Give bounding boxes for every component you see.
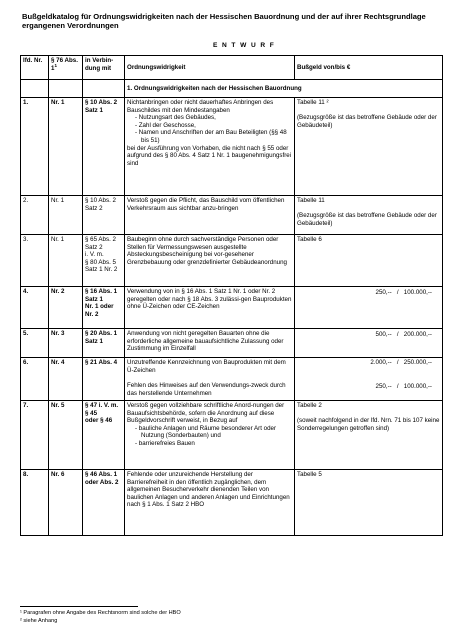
- row-bussgeld: [295, 358, 443, 401]
- text-line: Tabelle 6: [297, 236, 322, 243]
- text-line: Fehlende oder unzureichende Herstellung der Barrierefreiheit in den öffentlich zugänglichen, dem allgemeinen Besucherverkehr dienenden Teilen von baulichen Anlagen und anderen Anlagen und Einrichtungen nach § 1 Abs. 1 Satz 2 HBO: [127, 471, 290, 509]
- section-heading: 1. Ordnungswidrigkeiten nach der Hessischen Bauordnung: [125, 80, 443, 98]
- row-bussgeld: [295, 401, 443, 470]
- fine-range: 250,-- / 100.000,--: [375, 289, 432, 296]
- text-line: Nichtanbringen oder nicht dauerhaftes Anbringen des Bauschildes mit den Mindestangaben: [127, 99, 274, 114]
- text-line: (Bezugsgröße ist das betroffene Gebäude oder der Gebäudeteil): [297, 212, 437, 227]
- row-lfd-nr: 1.: [21, 98, 49, 196]
- row-ordnungswidrigkeit: [125, 287, 295, 329]
- text-line: § 20 Abs. 1: [85, 330, 118, 337]
- row-nr: Nr. 5: [49, 401, 83, 470]
- text-line: Anwendung von nicht geregelten Bauarten ohne die erforderliche allgemeine bauaufsichtliche Zulassung oder Zustimmung im Einzelfall: [127, 330, 284, 353]
- table-row: [21, 358, 443, 401]
- text-line: Baubeginn ohne durch sachverständige Personen oder Stellen für Vermessungswesen ausgestellte Absteckungsbescheinigung bei vor-gesehener Grenzbebauung oder grenzdefinierter Gebäudeanordnung: [127, 236, 287, 266]
- row-in-verbindung: [83, 235, 125, 287]
- footnote-divider: [20, 606, 138, 607]
- row-nr: Nr. 4: [49, 358, 83, 401]
- row-nr: Nr. 3: [49, 329, 83, 358]
- row-lfd-nr: 4.: [21, 287, 49, 329]
- row-bussgeld: [295, 329, 443, 358]
- row-lfd-nr: 8.: [21, 470, 49, 536]
- text-line: - Namen und Anschriften der am Bau Beteiligten (§§ 48 bis 51): [135, 129, 287, 144]
- fine-range: 500,-- / 200.000,--: [375, 331, 432, 338]
- row-in-verbindung: [83, 470, 125, 536]
- text-line: [297, 107, 440, 115]
- text-line: (soweit nachfolgend in der lfd. Nrn. 71 bis 107 keine Sonderregelungen getroffen sind): [297, 417, 440, 432]
- row-bussgeld: [295, 470, 443, 536]
- row-bussgeld: [295, 98, 443, 196]
- text-line: Tabelle 11 ²: [297, 99, 329, 106]
- text-line: § 10 Abs. 2: [85, 197, 116, 204]
- row-lfd-nr: 3.: [21, 235, 49, 287]
- text-line: oder Abs. 2: [85, 478, 119, 486]
- text-line: Tabelle 11: [297, 197, 325, 204]
- text-line: [297, 410, 440, 418]
- text-line: § 16 Abs. 1: [85, 288, 118, 295]
- text-line: Tabelle 5: [297, 471, 322, 478]
- text-line: Verstoß gegen vollziehbare schriftliche Anord-nungen der Bauaufsichtsbehörde, sofern die Anordnung auf diese Bußgeldvorschrift verweist, in Bezug auf: [127, 402, 285, 425]
- table-row: [21, 196, 443, 235]
- text-line: § 65 Abs. 2: [85, 236, 116, 243]
- document-title: Bußgeldkatalog für Ordnungswidrigkeiten nach der Hessischen Bauordnung und der auf ihrer Rechtsgrundlage ergangenen Verordnungen: [22, 12, 426, 31]
- fine-range-b: 250,-- / 100.000,--: [375, 382, 432, 390]
- text-line: Satz 1: [85, 337, 103, 345]
- table-row: [21, 470, 443, 536]
- header-bussgeld: Bußgeld von/bis €: [295, 56, 443, 80]
- text-line: Satz 2: [85, 204, 103, 212]
- row-nr: Nr. 6: [49, 470, 83, 536]
- owi-part-b: Fehlen des Hinweises auf den Verwendungs-zweck durch das herstellende Unternehmen: [127, 382, 286, 397]
- section-row: [21, 80, 443, 98]
- row-nr: Nr. 1: [49, 235, 83, 287]
- header-paragraph-76: § 76 Abs. $1^1$: [49, 56, 83, 80]
- table-row: [21, 401, 443, 470]
- text-line: oder § 46: [85, 417, 113, 425]
- header-ordnungswidrigkeit: Ordnungswidrigkeit: [125, 56, 295, 80]
- text-line: § 47 i. V. m.: [85, 402, 119, 409]
- fine-catalog-table: [20, 55, 443, 536]
- row-lfd-nr: 5.: [21, 329, 49, 358]
- row-ordnungswidrigkeit: [125, 98, 295, 196]
- fine-range-a: 2.000,-- / 250.000,--: [370, 359, 432, 366]
- row-ordnungswidrigkeit: [125, 235, 295, 287]
- header-lfd-nr: lfd. Nr.: [21, 56, 49, 80]
- text-line: Verwendung von in § 16 Abs. 1 Satz 1 Nr. 1 oder Nr. 2 geregelten oder nach § 18 Abs. 3 zulässi-gen Bauprodukten ohne Ü-Zeichen oder CE-Zeichen: [127, 288, 292, 311]
- row-nr: Nr. 1: [49, 98, 83, 196]
- text-line: i. V. m.: [85, 251, 104, 259]
- text-line: - bauliche Anlagen und Räume besonderer Art oder Nutzung (Sonderbauten) und: [135, 424, 277, 440]
- text-line: bei der Ausführung von Vorhaben, die nicht nach § 55 oder aufgrund des § 80 Abs. 4 Satz 1 Nr. 1 baugenehmigungsfrei sind: [127, 144, 292, 167]
- text-line: § 10 Abs. 2: [85, 99, 118, 106]
- row-lfd-nr: 7.: [21, 401, 49, 470]
- text-line: Satz 1: [85, 106, 103, 114]
- draft-label: E N T W U R F: [213, 42, 276, 49]
- text-line: Nr. 1 oder: [85, 303, 114, 311]
- text-line: - barrierefreies Bauen: [135, 439, 195, 447]
- row-in-verbindung: [83, 98, 125, 196]
- text-line: Satz 1: [85, 295, 103, 303]
- row-bussgeld: [295, 287, 443, 329]
- text-line: - Zahl der Geschosse,: [135, 121, 196, 129]
- row-lfd-nr: 6.: [21, 358, 49, 401]
- text-line: Tabelle 2: [297, 402, 322, 409]
- text-line: (Bezugsgröße ist das betroffene Gebäude oder der Gebäudeteil): [297, 114, 437, 129]
- text-line: Nr. 2: [85, 310, 99, 318]
- row-in-verbindung: [83, 358, 125, 401]
- row-bussgeld: [295, 235, 443, 287]
- header-in-verbindung: in Verbin-dung mit: [83, 56, 125, 80]
- text-line: § 45: [85, 409, 98, 417]
- text-line: Satz 1 Nr. 2: [85, 266, 118, 274]
- text-line: [297, 205, 440, 213]
- row-in-verbindung: [83, 287, 125, 329]
- text-line: § 80 Abs. 5: [85, 258, 116, 266]
- table-row: [21, 329, 443, 358]
- row-in-verbindung: [83, 329, 125, 358]
- row-nr: Nr. 2: [49, 287, 83, 329]
- table-row: [21, 235, 443, 287]
- row-in-verbindung: [83, 401, 125, 470]
- table-row: [21, 287, 443, 329]
- table-header-row: [21, 56, 443, 80]
- row-ordnungswidrigkeit: [125, 358, 295, 401]
- row-ordnungswidrigkeit: [125, 401, 295, 470]
- row-in-verbindung: [83, 196, 125, 235]
- row-ordnungswidrigkeit: [125, 470, 295, 536]
- row-ordnungswidrigkeit: [125, 329, 295, 358]
- row-nr: Nr. 1: [49, 196, 83, 235]
- row-bussgeld: [295, 196, 443, 235]
- text-line: § 46 Abs. 1: [85, 471, 118, 478]
- text-line: - Nutzungsart des Gebäudes,: [135, 114, 216, 122]
- owi-part-a: Unzutreffende Kennzeichnung von Bauprodukten mit dem Ü-Zeichen: [127, 359, 286, 374]
- text-line: Verstoß gegen die Pflicht, das Bauschild vom öffentlichen Verkehrsraum aus sichtbar anzu-bringen: [127, 197, 285, 212]
- text-line: Satz 2: [85, 243, 103, 251]
- footnote-1: ¹ Paragrafen ohne Angabe des Rechtsnorm sind solche der HBO: [20, 610, 181, 616]
- table-row: [21, 98, 443, 196]
- text-line: § 21 Abs. 4: [85, 359, 118, 366]
- row-lfd-nr: 2.: [21, 196, 49, 235]
- footnote-2: ² siehe Anhang: [20, 618, 58, 624]
- row-ordnungswidrigkeit: [125, 196, 295, 235]
